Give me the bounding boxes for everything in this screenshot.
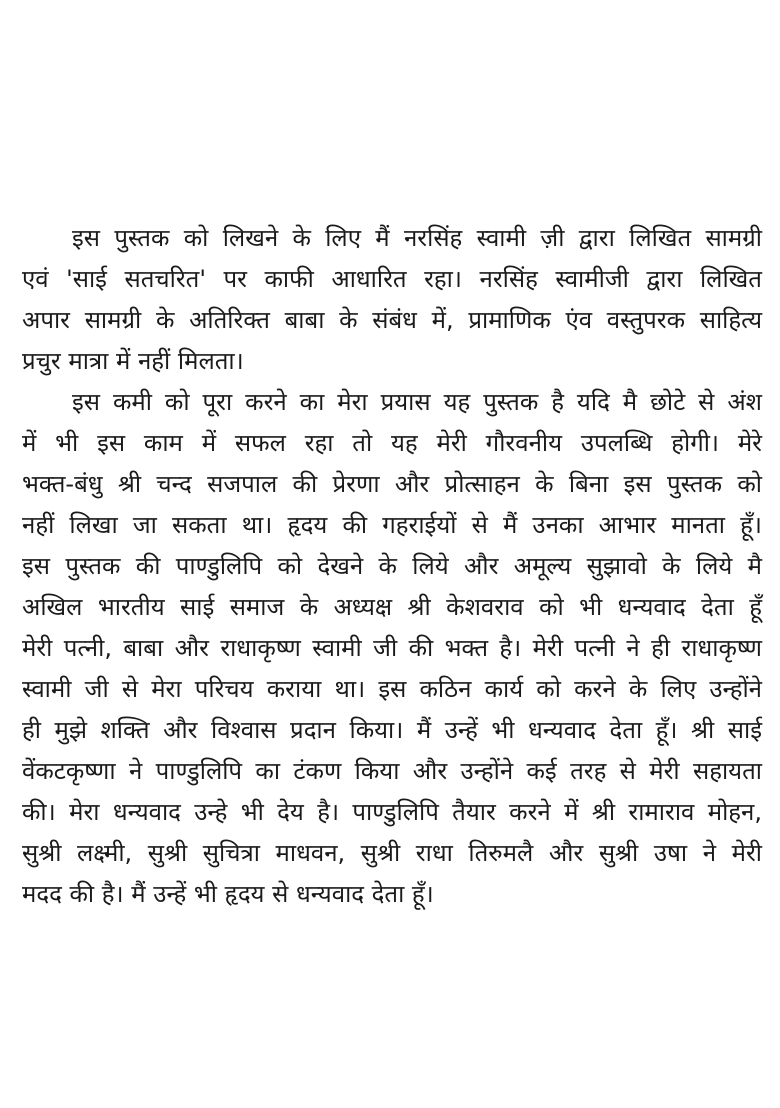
text-line: एवं 'साई सतचरित' पर काफी आधारित रहा। नरसिंह स्वामीजी द्वारा लिखित — [22, 265, 762, 293]
text-line: भक्त-बंधु श्री चन्द सजपाल की प्रेरणा और प्रोत्साहन के बिना इस पुस्तक को — [22, 470, 762, 498]
document-page — [22, 218, 762, 915]
text-line: ही मुझे शक्ति और विश्वास प्रदान किया। मैं उन्हें भी धन्यवाद देता हूँ। श्री साई — [22, 716, 762, 744]
text-line: इस पुस्तक को लिखने के लिए मैं नरसिंह स्वामी ज़ी द्वारा लिखित सामग्री — [72, 224, 762, 252]
text-line: की। मेरा धन्यवाद उन्हे भी देय है। पाण्डुलिपि तैयार करने में श्री रामाराव मोहन, — [22, 798, 762, 826]
text-line: मेरी पत्नी, बाबा और राधाकृष्ण स्वामी जी की भक्त है। मेरी पत्नी ने ही राधाकृष्ण — [22, 634, 762, 662]
paragraph-2 — [22, 382, 762, 915]
text-line: इस कमी को पूरा करने का मेरा प्रयास यह पुस्तक है यदि मै छोटे से अंश — [72, 388, 762, 416]
text-line: इस पुस्तक की पाण्डुलिपि को देखने के लिये और अमूल्य सुझावो के लिये मै — [22, 552, 762, 580]
text-line: में भी इस काम में सफल रहा तो यह मेरी गौरवनीय उपलब्धि होगी। मेरे — [22, 429, 762, 457]
text-line: स्वामी जी से मेरा परिचय कराया था। इस कठिन कार्य को करने के लिए उन्होंने — [22, 675, 762, 703]
text-line: प्रचुर मात्रा में नहीं मिलता। — [22, 347, 244, 375]
text-line: मदद की है। मैं उन्हें भी हृदय से धन्यवाद देता हूँ। — [22, 880, 434, 908]
text-line: नहीं लिखा जा सकता था। हृदय की गहराईयों से मैं उनका आभार मानता हूँ। — [22, 511, 762, 539]
text-line: अपार सामग्री के अतिरिक्त बाबा के संबंध में, प्रामाणिक एंव वस्तुपरक साहित्य — [22, 306, 762, 334]
text-line: वेंकटकृष्णा ने पाण्डुलिपि का टंकण किया और उन्होंने कई तरह से मेरी सहायता — [22, 757, 762, 785]
paragraph-1 — [22, 218, 762, 382]
text-line: अखिल भारतीय साई समाज के अध्यक्ष श्री केशवराव को भी धन्यवाद देता हूँ — [22, 593, 762, 621]
text-line: सुश्री लक्ष्मी, सुश्री सुचित्रा माधवन, सुश्री राधा तिरुमलै और सुश्री उषा ने मेरी — [22, 839, 762, 867]
